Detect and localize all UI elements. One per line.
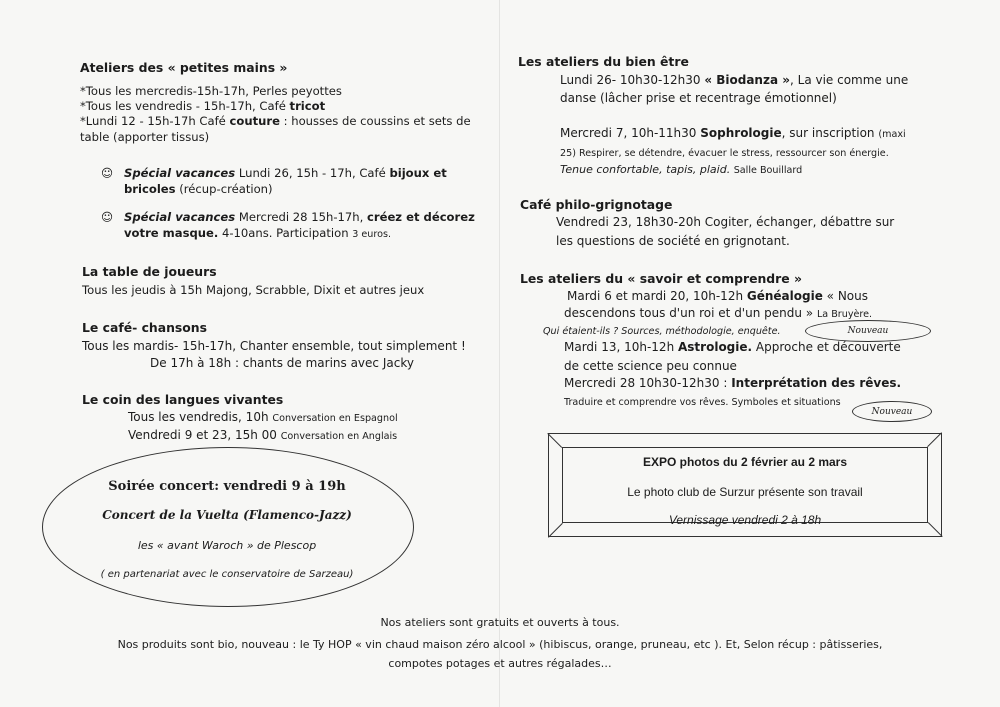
text-segment: couture bbox=[229, 114, 280, 128]
text-line bbox=[82, 283, 424, 298]
text-segment: Tous les jeudis à 15h Majong, Scrabble, Dixit et autres jeux bbox=[82, 283, 425, 297]
text-segment: Vendredi 23, 18h30-20h Cogiter, échanger, débattre sur bbox=[556, 215, 895, 229]
expo-title: EXPO photos du 2 février au 2 mars bbox=[642, 455, 848, 469]
text-line bbox=[556, 215, 894, 230]
text-segment: *Tous les vendredis - 15h-17h, Café bbox=[80, 99, 290, 113]
text-line bbox=[560, 73, 908, 88]
expo-line: Le photo club de Surzur présente son travail bbox=[627, 485, 863, 499]
section-title-philo: Café philo-grignotage bbox=[520, 197, 673, 212]
text-segment: Spécial vacances bbox=[124, 166, 236, 180]
text-segment: Mercredi 7, 10h-11h30 bbox=[560, 126, 701, 140]
footer-line: Nos ateliers sont gratuits et ouverts à tous. bbox=[380, 616, 620, 629]
text-segment: La Bruyère. bbox=[816, 309, 873, 320]
text-segment: tricot bbox=[289, 99, 326, 113]
text-segment: bricoles bbox=[124, 182, 176, 196]
text-line bbox=[150, 356, 414, 371]
text-line bbox=[564, 359, 737, 374]
concert-line: les « avant Waroch » de Plescop bbox=[137, 539, 317, 552]
text-segment: Interprétation des rêves. bbox=[731, 376, 902, 390]
nouveau-badge: Nouveau bbox=[805, 320, 931, 342]
text-segment: les questions de société en grignotant. bbox=[556, 234, 790, 248]
text-line bbox=[564, 376, 901, 391]
footer-line: Nos produits sont bio, nouveau : le Ty HOP « vin chaud maison zéro alcool » (hibiscus, orange, pruneau, etc ). Et, Selon récup : pâtisseries, bbox=[117, 638, 883, 651]
text-segment: danse (lâcher prise et recentrage émotionnel) bbox=[560, 91, 837, 105]
text-segment: Mardi 6 et mardi 20, 10h-12h bbox=[567, 289, 747, 303]
nouveau-badge: Nouveau bbox=[852, 401, 932, 422]
text-line bbox=[80, 130, 209, 145]
text-segment: , sur inscription bbox=[781, 126, 879, 140]
text-line bbox=[128, 428, 397, 444]
text-line bbox=[560, 126, 906, 142]
text-line bbox=[124, 166, 447, 181]
text-segment: Traduire et comprendre vos rêves. Symboles et situations bbox=[564, 397, 841, 408]
text-line bbox=[560, 162, 802, 178]
text-segment: Généalogie bbox=[746, 289, 823, 303]
text-segment: Qui étaient-ils ? Sources, méthodologie, enquête. bbox=[543, 326, 781, 337]
section-title-bien-etre: Les ateliers du bien être bbox=[518, 54, 689, 69]
text-segment: Tous les vendredis, 10h bbox=[128, 410, 273, 424]
text-line bbox=[128, 410, 398, 426]
text-segment: créez et décorez bbox=[366, 210, 475, 224]
text-line bbox=[564, 306, 872, 322]
text-segment: Approche et découverte bbox=[752, 340, 901, 354]
text-segment: votre masque. bbox=[124, 226, 219, 240]
text-segment: Conversation en Anglais bbox=[280, 431, 398, 442]
expo-line: Vernissage vendredi 2 à 18h bbox=[668, 513, 822, 527]
text-segment: « Biodanza » bbox=[704, 73, 790, 87]
text-line bbox=[560, 91, 837, 106]
section-title-langues: Le coin des langues vivantes bbox=[82, 392, 284, 407]
text-segment: bijoux et bbox=[389, 166, 447, 180]
concert-title: Soirée concert: vendredi 9 à 19h bbox=[108, 479, 346, 494]
section-title-savoir: Les ateliers du « savoir et comprendre » bbox=[520, 271, 803, 286]
smiley-icon: ☺ bbox=[101, 210, 114, 224]
text-segment: Lundi 26, 15h - 17h, Café bbox=[235, 166, 390, 180]
text-segment: Salle Bouillard bbox=[733, 165, 803, 176]
text-segment: (maxi bbox=[878, 129, 906, 140]
text-segment: , La vie comme une bbox=[790, 73, 909, 87]
page-fold bbox=[499, 0, 500, 707]
concert-line: Concert de la Vuelta (Flamenco-Jazz) bbox=[102, 508, 352, 522]
text-segment: Mardi 13, 10h-12h bbox=[564, 340, 678, 354]
text-line bbox=[124, 182, 273, 197]
text-segment: : housses de coussins et sets de bbox=[279, 114, 471, 128]
section-title-chansons: Le café- chansons bbox=[82, 320, 208, 335]
text-line bbox=[564, 394, 841, 410]
smiley-icon: ☺ bbox=[101, 166, 114, 180]
concert-line: ( en partenariat avec le conservatoire de Sarzeau) bbox=[100, 569, 354, 580]
text-segment: Vendredi 9 et 23, 15h 00 bbox=[128, 428, 281, 442]
text-segment: *Lundi 12 - 15h-17h Café bbox=[80, 114, 230, 128]
text-line bbox=[124, 226, 391, 242]
text-line bbox=[543, 323, 781, 339]
footer-line: compotes potages et autres régalades… bbox=[388, 657, 612, 670]
text-segment: Mercredi 28 15h-17h, bbox=[235, 210, 367, 224]
text-segment: Sophrologie bbox=[700, 126, 782, 140]
text-segment: De 17h à 18h : chants de marins avec Jacky bbox=[150, 356, 414, 370]
text-segment: Conversation en Espagnol bbox=[272, 413, 398, 424]
text-line bbox=[564, 340, 901, 355]
text-line bbox=[124, 210, 475, 225]
text-segment: « Nous bbox=[822, 289, 868, 303]
section-title-joueurs: La table de joueurs bbox=[82, 264, 217, 279]
text-segment: Tous les mardis- 15h-17h, Chanter ensemble, tout simplement ! bbox=[82, 339, 466, 353]
text-segment: 4-10ans. Participation bbox=[218, 226, 353, 240]
concert-oval bbox=[42, 447, 414, 607]
text-segment: descendons tous d'un roi et d'un pendu » bbox=[564, 306, 817, 320]
text-line bbox=[82, 339, 466, 354]
text-line bbox=[80, 114, 471, 129]
text-segment: Spécial vacances bbox=[124, 210, 236, 224]
text-line bbox=[556, 234, 790, 249]
text-segment: de cette science peu connue bbox=[564, 359, 737, 373]
text-segment: Mercredi 28 10h30-12h30 : bbox=[564, 376, 732, 390]
text-segment: 25) Respirer, se détendre, évacuer le stress, ressourcer son énergie. bbox=[560, 148, 889, 159]
text-segment: *Tous les mercredis-15h-17h, Perles peyottes bbox=[80, 84, 342, 98]
text-segment: Tenue confortable, tapis, plaid. bbox=[560, 163, 731, 176]
text-line bbox=[560, 145, 889, 161]
section-title-petites-mains: Ateliers des « petites mains » bbox=[80, 60, 288, 75]
text-segment: Astrologie. bbox=[678, 340, 753, 354]
text-line bbox=[567, 289, 868, 304]
text-segment: (récup-création) bbox=[175, 182, 273, 196]
text-segment: table (apporter tissus) bbox=[80, 130, 210, 144]
text-segment: 3 euros. bbox=[352, 229, 392, 240]
text-segment: Lundi 26- 10h30-12h30 bbox=[560, 73, 705, 87]
text-line bbox=[80, 99, 325, 114]
text-line bbox=[80, 84, 342, 99]
